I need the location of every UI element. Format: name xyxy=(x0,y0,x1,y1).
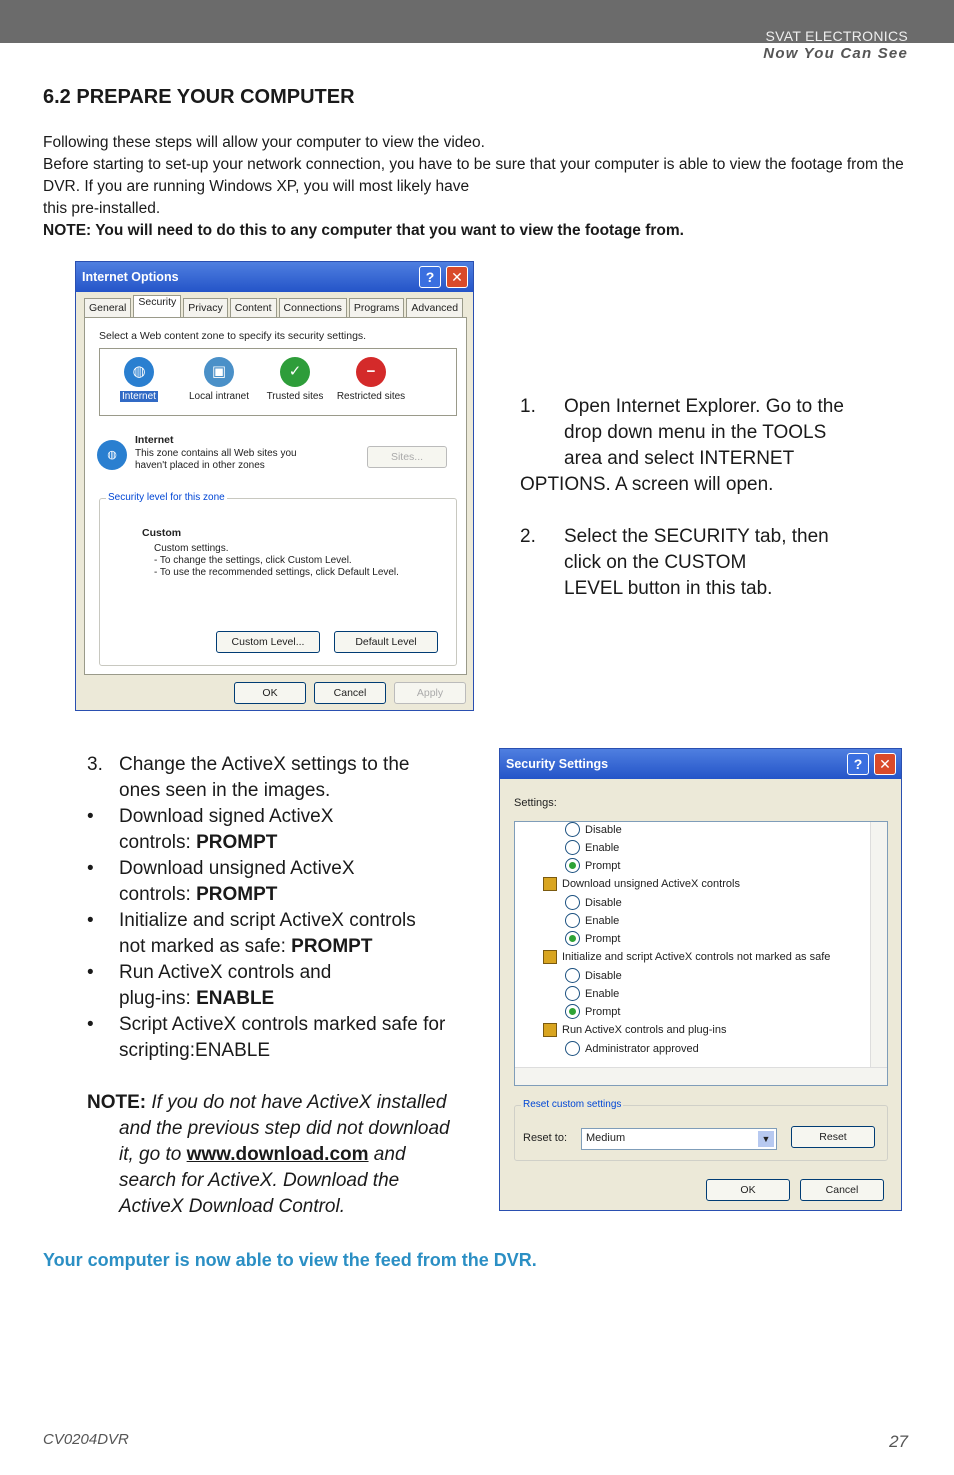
settings-gear-icon xyxy=(543,1023,557,1037)
tab-connections[interactable]: Connections xyxy=(279,298,347,317)
bullet-text: Script ActiveX controls marked safe for xyxy=(119,1014,446,1035)
step-text: area and select INTERNET xyxy=(564,448,795,469)
option-prompt[interactable] xyxy=(565,931,620,946)
globe-icon: ◍ xyxy=(124,357,154,387)
radio-icon xyxy=(565,986,580,1001)
tab-privacy[interactable]: Privacy xyxy=(183,298,227,317)
bullet: • xyxy=(87,858,94,879)
option-disable[interactable] xyxy=(565,968,622,983)
bullet-text: plug-ins: xyxy=(119,988,197,1009)
steps-1-2 xyxy=(520,394,880,602)
step-number: 3. xyxy=(87,754,103,775)
option-label: Prompt xyxy=(585,1005,621,1018)
settings-gear-icon xyxy=(543,950,557,964)
radio-selected-icon xyxy=(565,1004,580,1019)
step-number: 1. xyxy=(520,396,536,417)
setting-header-label: Initialize and script ActiveX controls not marked as safe xyxy=(562,951,831,963)
zone-heading: Internet xyxy=(135,434,174,446)
internet-options-titlebar xyxy=(76,262,473,292)
option-label: Disable xyxy=(585,823,622,836)
intro-line-2: Before starting to set-up your network connection, you have to be sure that your computer is able to view the footage from the DVR. If you are running Windows XP, you will most likely have xyxy=(43,156,904,195)
radio-selected-icon xyxy=(565,858,580,873)
zone-local-intranet[interactable] xyxy=(184,357,254,402)
brand xyxy=(763,28,908,62)
vertical-scrollbar[interactable] xyxy=(870,822,887,1068)
option-prompt[interactable] xyxy=(565,858,620,873)
option-enable[interactable] xyxy=(565,840,619,855)
activex-note xyxy=(87,1090,479,1220)
step-text: drop down menu in the TOOLS xyxy=(564,422,827,443)
step-text: Select the SECURITY tab, then xyxy=(564,526,829,547)
apply-button[interactable]: Apply xyxy=(394,682,466,704)
ok-button[interactable]: OK xyxy=(706,1179,790,1201)
option-label: Prompt xyxy=(585,859,621,872)
zone-internet-label: Internet xyxy=(122,391,156,402)
option-label: Disable xyxy=(585,969,622,982)
zone-restricted-label: Restricted sites xyxy=(336,391,406,402)
bullet-text: Initialize and script ActiveX controls xyxy=(119,910,416,931)
custom-line: - To change the settings, click Custom Level. xyxy=(154,555,352,566)
reset-group-label: Reset custom settings xyxy=(523,1099,622,1110)
option-label: Enable xyxy=(585,987,620,1000)
model-number: CV0204DVR xyxy=(43,1431,129,1448)
setting-value: PROMPT xyxy=(196,832,278,853)
radio-selected-icon xyxy=(565,931,580,946)
setting-header xyxy=(543,1023,726,1037)
option-label: Administrator approved xyxy=(585,1042,699,1055)
tab-advanced[interactable]: Advanced xyxy=(406,298,463,317)
bullet-text: Run ActiveX controls and xyxy=(119,962,332,983)
option-prompt[interactable] xyxy=(565,1004,620,1019)
step-text: Open Internet Explorer. Go to the xyxy=(564,396,844,417)
step-text: OPTIONS. A screen will open. xyxy=(520,474,774,495)
bullet: • xyxy=(87,1014,94,1035)
security-level-group xyxy=(99,492,457,666)
default-level-button[interactable]: Default Level xyxy=(334,631,438,653)
radio-icon xyxy=(565,1041,580,1056)
help-icon[interactable]: ? xyxy=(419,266,441,288)
section-title: 6.2 PREPARE YOUR COMPUTER xyxy=(43,86,355,108)
step-3-instructions xyxy=(87,752,479,1220)
zone-restricted-sites[interactable] xyxy=(336,357,406,402)
option-disable[interactable] xyxy=(565,895,622,910)
radio-icon xyxy=(565,913,580,928)
settings-list xyxy=(514,821,888,1086)
zone-description: This zone contains all Web sites you haven't placed in other zones xyxy=(135,448,297,471)
step-number: 2. xyxy=(520,526,536,547)
setting-header xyxy=(543,877,740,891)
sites-button[interactable]: Sites... xyxy=(367,446,447,468)
tab-programs[interactable]: Programs xyxy=(349,298,405,317)
step-text: click on the CUSTOM xyxy=(564,552,747,573)
note-text: search for ActiveX. Download the xyxy=(119,1170,400,1191)
custom-title: Custom xyxy=(142,527,182,539)
option-label: Enable xyxy=(585,914,620,927)
close-icon[interactable]: ✕ xyxy=(446,266,468,288)
internet-options-title: Internet Options xyxy=(82,270,179,284)
radio-icon xyxy=(565,895,580,910)
monitor-globe-icon: ▣ xyxy=(204,357,234,387)
bullet-text: Download unsigned ActiveX xyxy=(119,858,355,879)
custom-line: Custom settings. xyxy=(154,543,229,554)
setting-header-label: Run ActiveX controls and plug-ins xyxy=(562,1024,727,1036)
note-text: it, go to xyxy=(119,1144,187,1165)
note-text: If you do not have ActiveX installed xyxy=(146,1092,447,1113)
security-settings-titlebar xyxy=(500,749,901,779)
note-text: ActiveX Download Control. xyxy=(119,1196,345,1217)
intro-line-3: this pre-installed. xyxy=(43,200,161,217)
note-label: NOTE: xyxy=(87,1092,147,1113)
bullet-text: not marked as safe: xyxy=(119,936,292,957)
custom-description xyxy=(154,543,399,579)
bullet: • xyxy=(87,806,94,827)
cancel-button[interactable]: Cancel xyxy=(800,1179,884,1201)
tab-general[interactable]: General xyxy=(84,298,131,317)
intro-text xyxy=(43,132,923,242)
zone-trusted-label: Trusted sites xyxy=(266,391,324,402)
reset-group xyxy=(514,1099,888,1161)
note-text: and xyxy=(368,1144,406,1165)
custom-level-button[interactable]: Custom Level... xyxy=(216,631,320,653)
step-text: ones seen in the images. xyxy=(119,780,331,801)
setting-value: ENABLE xyxy=(196,988,275,1009)
radio-icon xyxy=(565,968,580,983)
zone-internet[interactable] xyxy=(104,357,174,402)
brand-tagline: Now You Can See xyxy=(763,45,908,62)
internet-options-window xyxy=(75,261,474,711)
settings-gear-icon xyxy=(543,877,557,891)
reset-level-select[interactable] xyxy=(581,1128,777,1150)
setting-value: PROMPT xyxy=(196,884,278,905)
bullet: • xyxy=(87,910,94,931)
bullet-text: controls: xyxy=(119,884,197,905)
security-tab-panel xyxy=(84,317,467,675)
option-admin-approved[interactable] xyxy=(565,1041,699,1056)
option-disable[interactable] xyxy=(565,822,622,837)
help-icon[interactable]: ? xyxy=(847,753,869,775)
step-text: Change the ActiveX settings to the xyxy=(119,754,410,775)
step-text: LEVEL button in this tab. xyxy=(564,578,773,599)
completion-message: Your computer is now able to view the feed from the DVR. xyxy=(43,1250,537,1270)
intro-line-1: Following these steps will allow your computer to view the video. xyxy=(43,134,485,151)
reset-button[interactable]: Reset xyxy=(791,1126,875,1148)
intro-note: NOTE: You will need to do this to any computer that you want to view the footage from. xyxy=(43,222,684,239)
chevron-down-icon: ▼ xyxy=(758,1131,774,1147)
option-label: Enable xyxy=(585,841,620,854)
checkmark-icon: ✓ xyxy=(280,357,310,387)
bullet: • xyxy=(87,962,94,983)
restricted-icon: − xyxy=(356,357,386,387)
cancel-button[interactable]: Cancel xyxy=(314,682,386,704)
reset-to-label: Reset to: xyxy=(523,1132,568,1144)
setting-header-label: Download unsigned ActiveX controls xyxy=(562,878,740,890)
brand-name: SVAT ELECTRONICS xyxy=(765,28,908,44)
bullet-text: controls: xyxy=(119,832,197,853)
setting-value: PROMPT xyxy=(291,936,373,957)
zone-local-label: Local intranet xyxy=(188,391,250,402)
option-label: Prompt xyxy=(585,932,621,945)
security-settings-title: Security Settings xyxy=(506,757,609,771)
download-link[interactable]: www.download.com xyxy=(186,1144,369,1165)
option-enable[interactable] xyxy=(565,986,619,1001)
zone-list xyxy=(99,348,457,416)
close-icon[interactable]: ✕ xyxy=(874,753,896,775)
radio-icon xyxy=(565,840,580,855)
zone-trusted-sites[interactable] xyxy=(260,357,330,402)
ok-button[interactable]: OK xyxy=(234,682,306,704)
option-label: Disable xyxy=(585,896,622,909)
zone-prompt: Select a Web content zone to specify its security settings. xyxy=(99,330,367,342)
note-text: and the previous step did not download xyxy=(119,1118,450,1139)
custom-line: - To use the recommended settings, click Default Level. xyxy=(154,567,399,578)
option-enable[interactable] xyxy=(565,913,619,928)
setting-header xyxy=(543,950,830,964)
tab-security[interactable]: Security xyxy=(133,295,181,317)
reset-level-value: Medium xyxy=(586,1132,626,1144)
page-number: 27 xyxy=(889,1432,908,1451)
security-level-label: Security level for this zone xyxy=(108,492,225,503)
tab-content[interactable]: Content xyxy=(230,298,277,317)
bullet-text: Download signed ActiveX xyxy=(119,806,334,827)
radio-icon xyxy=(565,822,580,837)
security-settings-window xyxy=(499,748,902,1211)
globe-icon: ◍ xyxy=(97,440,127,470)
bullet-text: scripting:ENABLE xyxy=(119,1040,271,1061)
settings-label: Settings: xyxy=(514,797,557,809)
tab-strip xyxy=(84,298,463,317)
horizontal-scrollbar[interactable] xyxy=(515,1067,888,1085)
